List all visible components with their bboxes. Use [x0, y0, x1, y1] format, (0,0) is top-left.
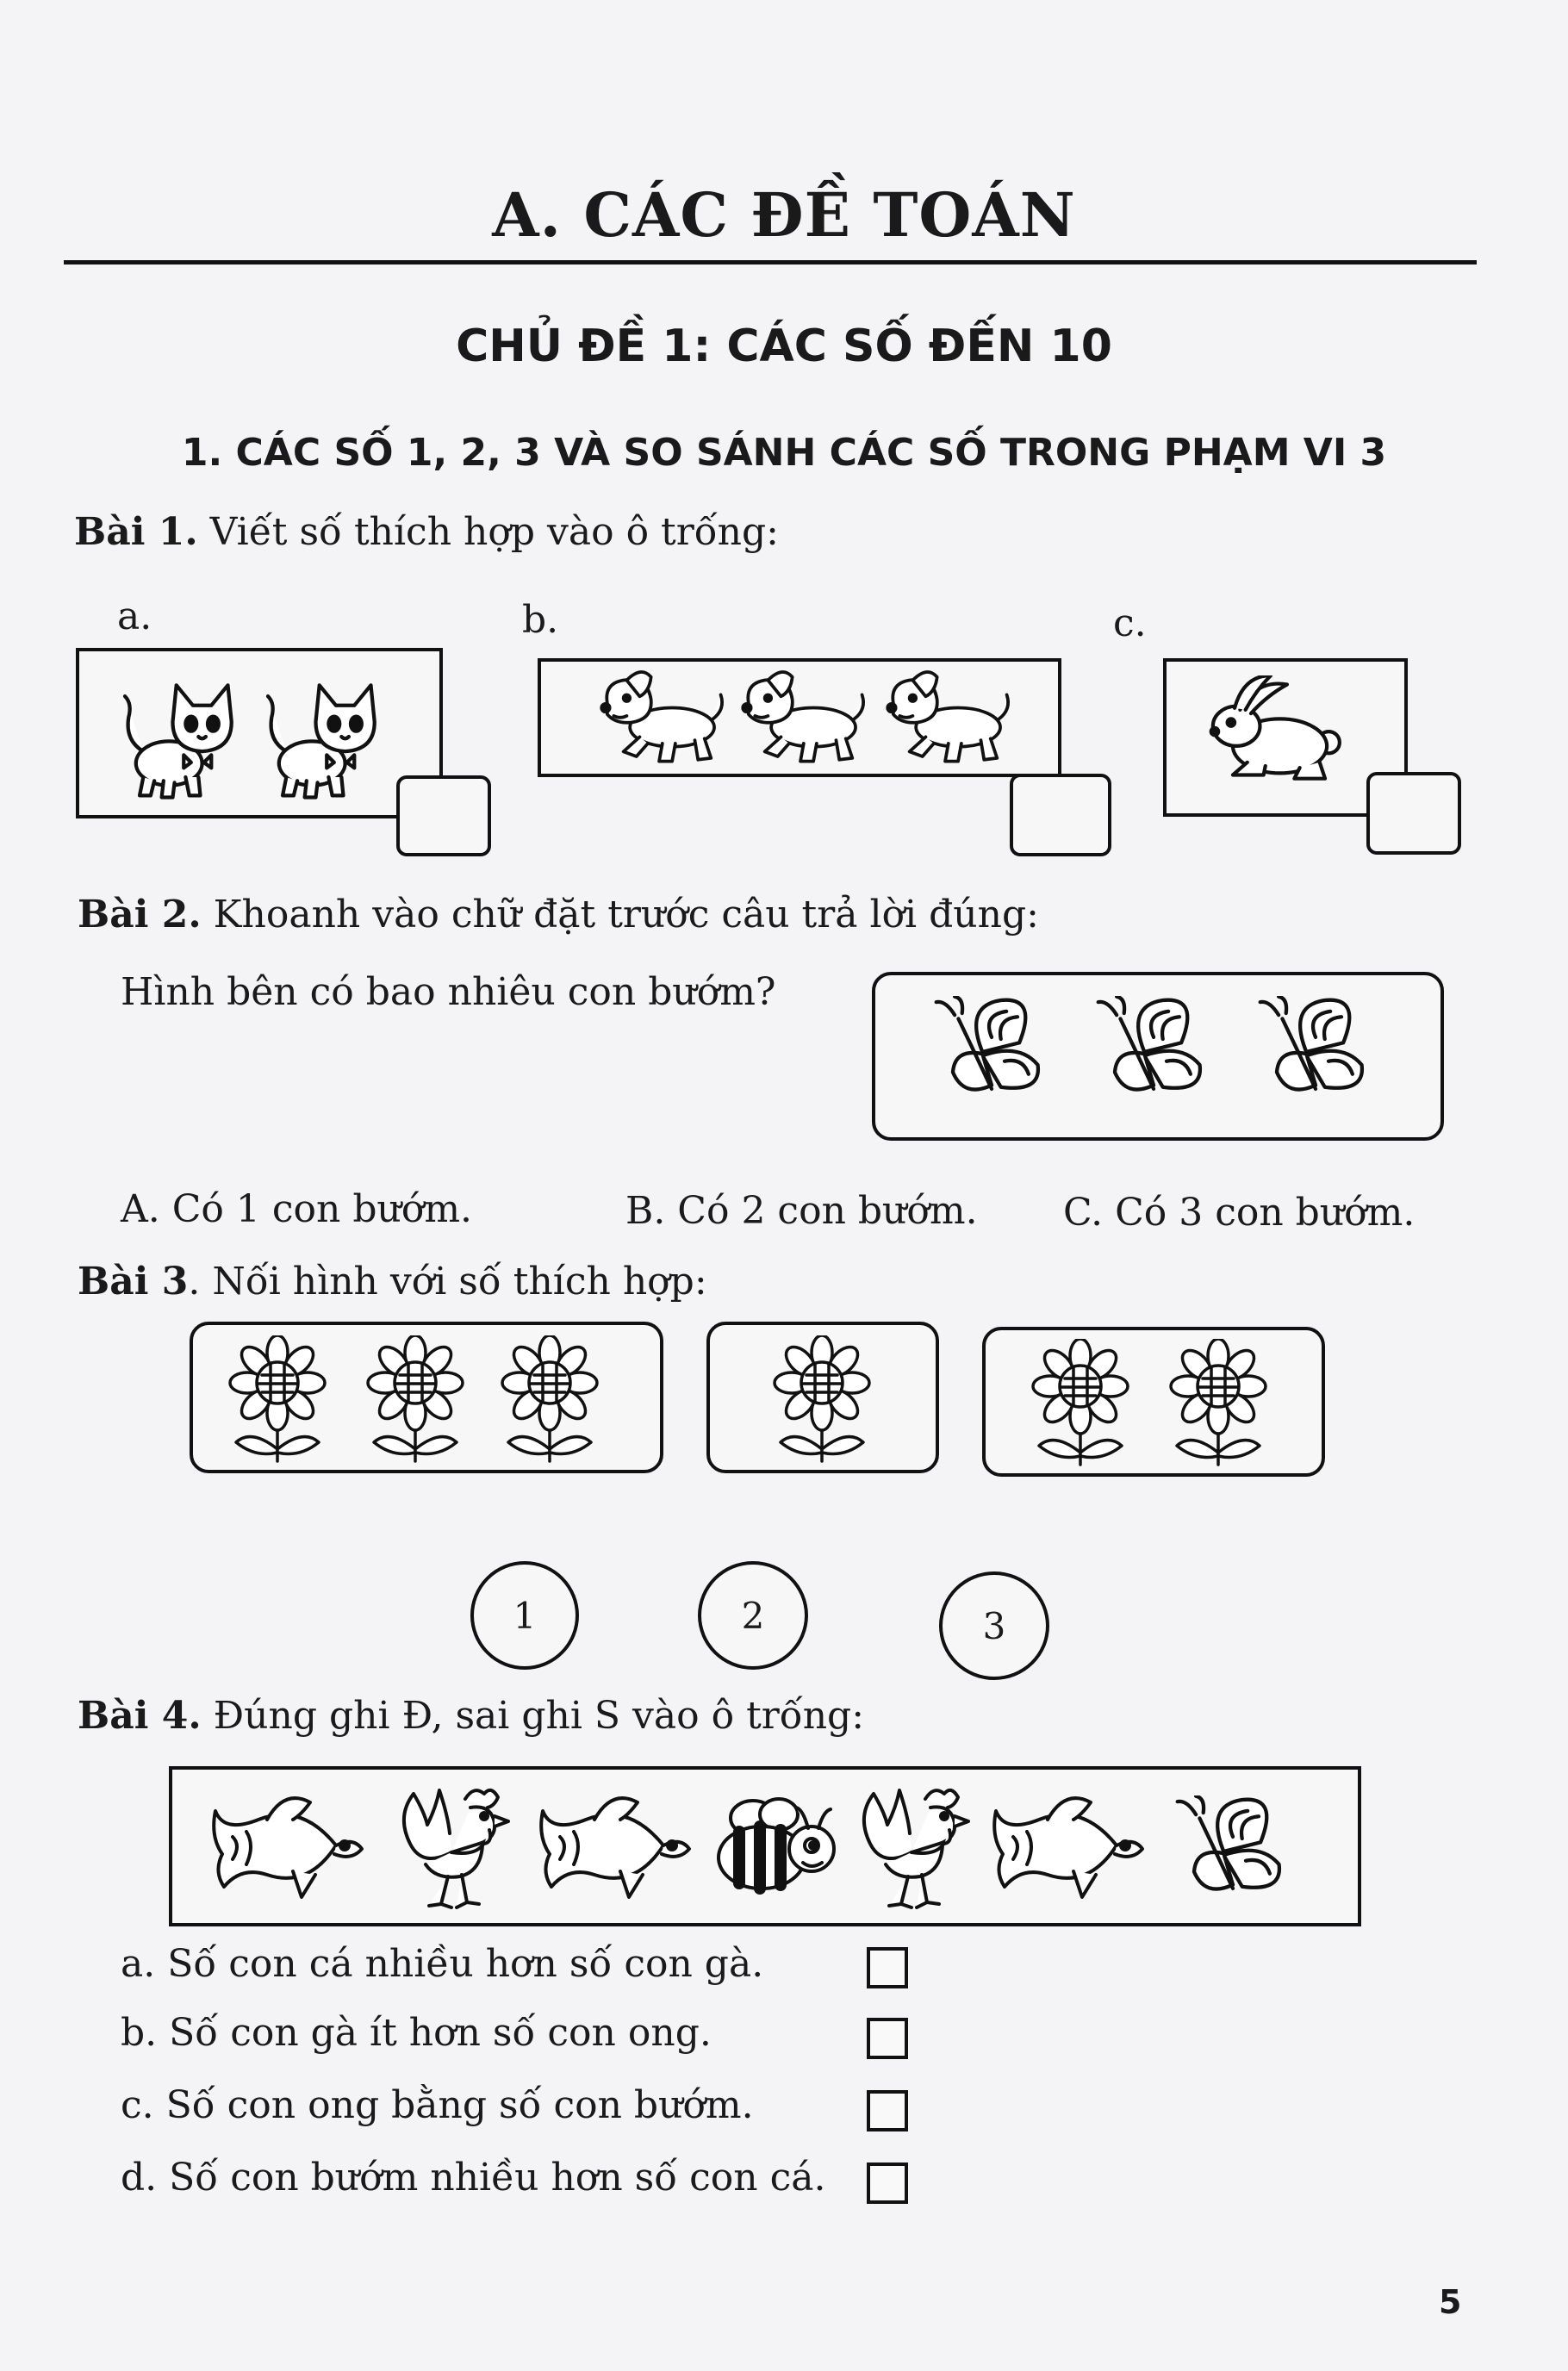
bai3-flower-box-2[interactable] — [982, 1327, 1325, 1477]
bai4-statement-c: c. Số con ong bằng số con bướm. — [121, 2083, 754, 2127]
bai2-option-c[interactable]: C. Có 3 con bướm. — [1063, 1191, 1416, 1235]
section-heading: 1. CÁC SỐ 1, 2, 3 VÀ SO SÁNH CÁC SỐ TRONG PHẠM VI 3 — [181, 431, 1387, 475]
bai1-part-c-label: c. — [1113, 601, 1147, 645]
bai1-answer-a[interactable] — [396, 775, 491, 856]
bai1-text: Viết số thích hợp vào ô trống: — [197, 510, 780, 554]
bai1-part-a-label: a. — [117, 594, 152, 638]
cat-icon — [258, 667, 388, 805]
fish-icon — [987, 1785, 1151, 1906]
bai1-prompt — [74, 510, 779, 554]
cat-icon — [115, 667, 245, 805]
bai4-text: Đúng ghi Đ, sai ghi S vào ô trống: — [201, 1694, 865, 1738]
bai1-answer-c[interactable] — [1366, 772, 1461, 855]
bai3-number-1[interactable]: 1 — [470, 1561, 579, 1670]
bai2-text: Khoanh vào chữ đặt trước câu trả lời đúng: — [201, 893, 1039, 937]
rooster-icon — [388, 1782, 517, 1911]
butterfly-icon — [927, 996, 1056, 1108]
bai1-box-b — [538, 658, 1061, 777]
bai3-label: Bài 3 — [78, 1260, 189, 1304]
bai1-box-a — [76, 648, 443, 818]
rabbit-icon — [1192, 675, 1347, 784]
bai4-checkbox-b[interactable] — [867, 2018, 908, 2059]
bee-icon — [710, 1792, 839, 1895]
bai4-checkbox-a[interactable] — [867, 1947, 908, 1988]
flower-icon — [770, 1335, 874, 1465]
title-rule — [64, 260, 1477, 264]
bai2-option-a[interactable]: A. Có 1 con bướm. — [121, 1187, 473, 1231]
bai4-checkbox-d[interactable] — [867, 2163, 908, 2204]
bai2-butterfly-box — [872, 972, 1444, 1141]
bai3-text: . Nối hình với số thích hợp: — [188, 1260, 707, 1304]
bai4-prompt — [78, 1694, 864, 1738]
bai2-question: Hình bên có bao nhiêu con bướm? — [121, 970, 776, 1014]
fish-icon — [534, 1785, 698, 1906]
rooster-icon — [848, 1782, 977, 1911]
page-number: 5 — [1439, 2283, 1462, 2321]
bai4-label: Bài 4. — [78, 1694, 202, 1738]
flower-icon — [226, 1335, 329, 1465]
bai1-label: Bài 1. — [74, 510, 198, 554]
bai1-part-b-label: b. — [522, 598, 559, 642]
bai3-flower-box-3[interactable] — [190, 1322, 663, 1473]
bai2-label: Bài 2. — [78, 893, 202, 937]
bai4-statement-b: b. Số con gà ít hơn số con ong. — [121, 2011, 712, 2055]
bai4-animal-row — [169, 1766, 1361, 1926]
bai4-statement-d: d. Số con bướm nhiều hơn số con cá. — [121, 2156, 826, 2200]
bai2-prompt — [78, 893, 1039, 937]
butterfly-icon — [1168, 1795, 1297, 1907]
bai1-answer-b[interactable] — [1010, 774, 1111, 856]
page-title: A. CÁC ĐỀ TOÁN — [492, 179, 1076, 251]
bai4-checkbox-c[interactable] — [867, 2090, 908, 2131]
bai3-flower-box-1[interactable] — [706, 1322, 939, 1473]
fish-icon — [207, 1785, 370, 1906]
dog-icon — [877, 662, 1015, 769]
butterfly-icon — [1251, 996, 1380, 1108]
bai3-prompt — [78, 1260, 707, 1304]
bai3-number-2[interactable]: 2 — [698, 1561, 808, 1670]
flower-icon — [364, 1335, 467, 1465]
bai3-number-3[interactable]: 3 — [939, 1571, 1049, 1680]
flower-icon — [498, 1335, 601, 1465]
dog-icon — [732, 662, 870, 769]
flower-icon — [1029, 1339, 1132, 1468]
flower-icon — [1167, 1339, 1270, 1468]
dog-icon — [591, 662, 729, 769]
butterfly-icon — [1089, 996, 1218, 1108]
bai4-statement-a: a. Số con cá nhiều hơn số con gà. — [121, 1942, 764, 1986]
bai2-option-b[interactable]: B. Có 2 con bướm. — [625, 1189, 978, 1233]
topic-heading: CHỦ ĐỀ 1: CÁC SỐ ĐẾN 10 — [456, 320, 1112, 372]
